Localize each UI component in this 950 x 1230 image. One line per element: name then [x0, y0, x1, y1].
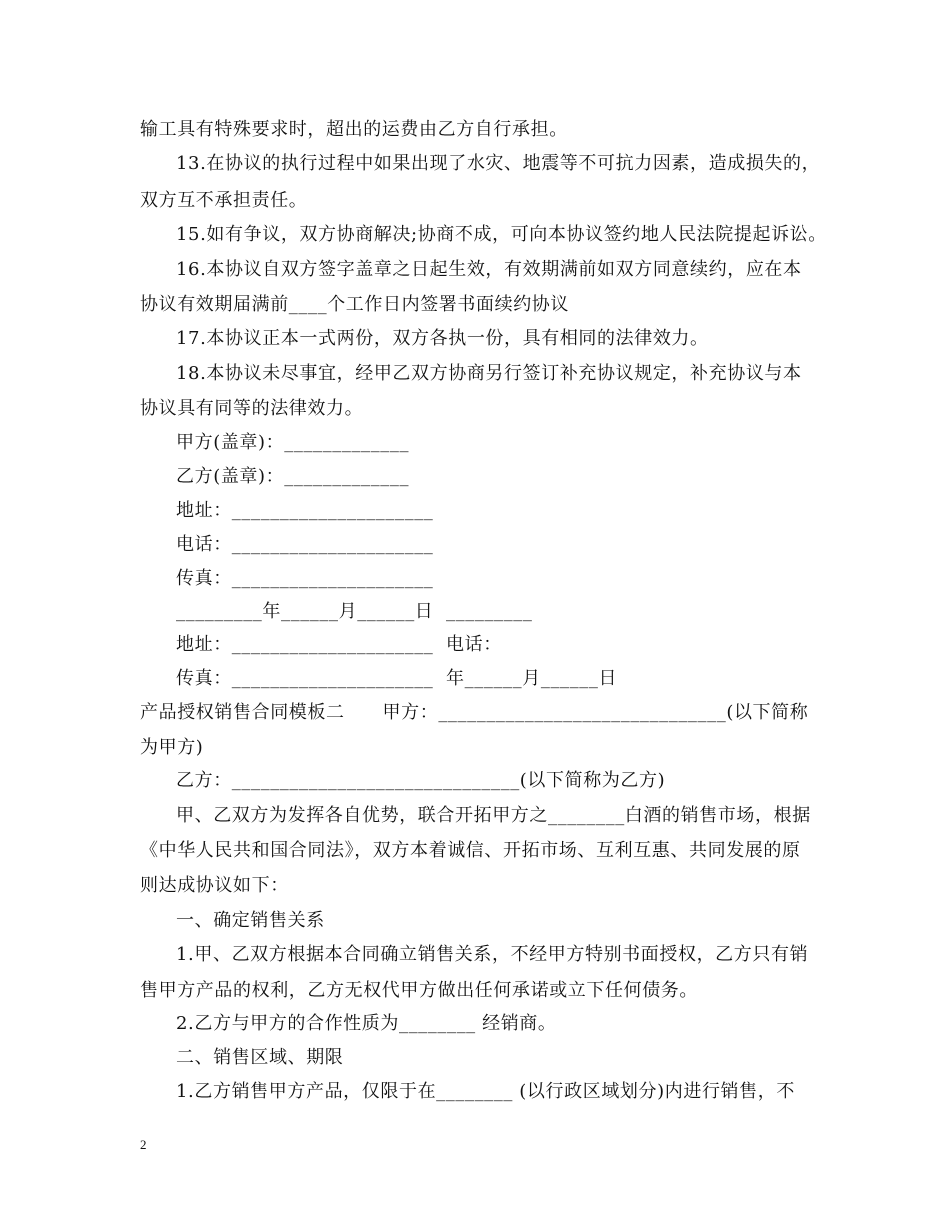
- text-line: 协议有效期届满前____个工作日内签署书面续约协议: [140, 294, 569, 315]
- text-line: 2.乙方与甲方的合作性质为________ 经销商。: [176, 1013, 557, 1034]
- text-line: 则达成协议如下：: [140, 875, 289, 896]
- text-line: 《中华人民共和国合同法》，双方本着诚信、开拓市场、互利互惠、共同发展的原: [140, 840, 801, 861]
- section-heading: 二、销售区域、期限: [176, 1047, 344, 1068]
- text-line: 16.本协议自双方签字盖章之日起生效，有效期满前如双方同意续约，应在本: [176, 259, 802, 280]
- text-line: 17.本协议正本一式两份，双方各执一份，具有相同的法律效力。: [176, 328, 709, 349]
- text-line: 13.在协议的执行过程中如果出现了水灾、地震等不可抗力因素，造成损失的，: [176, 153, 821, 174]
- text-line: 为甲方): [140, 737, 204, 758]
- address-phone-field: 地址：_____________________ 电话：: [176, 634, 502, 655]
- text-line: 双方互不承担责任。: [140, 190, 308, 211]
- text-line: 协议具有同等的法律效力。: [140, 398, 364, 419]
- fax-date-field: 传真：_____________________ 年______月______日: [176, 668, 618, 689]
- signature-field-party-b: 乙方(盖章)：_____________: [176, 466, 410, 487]
- text-line: 1.乙方销售甲方产品，仅限于在________ (以行政区域划分)内进行销售，不: [176, 1081, 795, 1102]
- text-line: 18.本协议未尽事宜，经甲乙双方协商另行签订补充协议规定，补充协议与本: [176, 363, 802, 384]
- date-field: _________年______月______日 _________: [176, 601, 533, 622]
- text-line: 1.甲、乙双方根据本合同确立销售关系，不经甲方特别书面授权，乙方只有销: [176, 944, 809, 965]
- signature-field-party-a: 甲方(盖章)：_____________: [176, 432, 410, 453]
- page-number: 2: [140, 1137, 147, 1152]
- section-heading: 一、确定销售关系: [176, 910, 325, 931]
- text-line: 甲、乙双方为发挥各自优势，联合开拓甲方之________白酒的销售市场，根据: [176, 805, 811, 826]
- text-line: 售甲方产品的权利，乙方无权代甲方做出任何承诺或立下任何债务。: [140, 980, 698, 1001]
- contract-title-line: 产品授权销售合同模板二 甲方：______________________________(以下简称: [140, 702, 809, 723]
- text-line: 输工具有特殊要求时，超出的运费由乙方自行承担。: [140, 119, 568, 140]
- phone-field: 电话：_____________________: [176, 534, 434, 555]
- party-b-line: 乙方：______________________________(以下简称为乙方): [176, 770, 666, 791]
- address-field: 地址：_____________________: [176, 500, 434, 521]
- text-line: 15.如有争议，双方协商解决;协商不成，可向本协议签约地人民法院提起诉讼。: [176, 224, 827, 245]
- fax-field: 传真：_____________________: [176, 568, 434, 589]
